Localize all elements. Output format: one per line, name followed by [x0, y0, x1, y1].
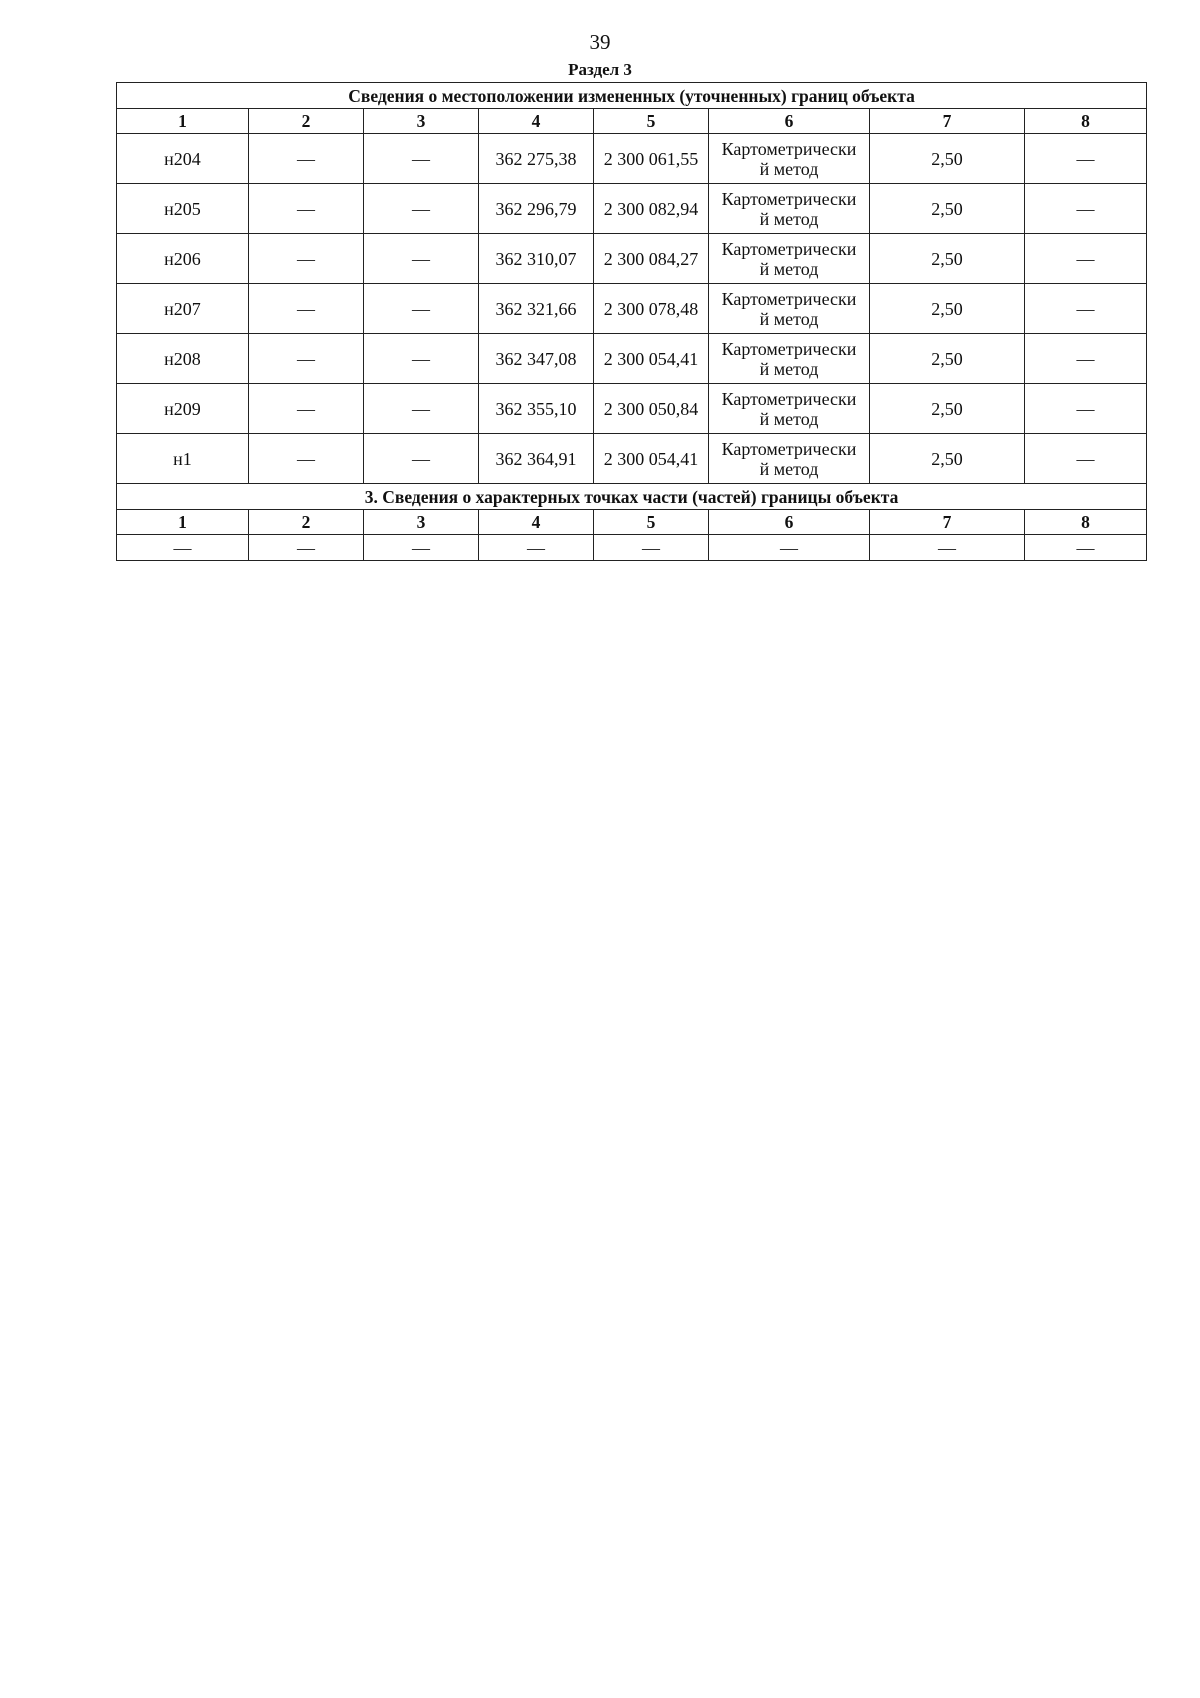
y-coordinate-cell: 2 300 078,48 — [594, 284, 709, 334]
dash-cell: — — [249, 334, 364, 384]
dash-cell: — — [1025, 384, 1147, 434]
dash-cell: — — [117, 535, 249, 561]
x-coordinate-cell: 362 310,07 — [479, 234, 594, 284]
column-header: 6 — [709, 510, 870, 535]
dash-cell: — — [364, 284, 479, 334]
table-row — [117, 184, 1147, 234]
dash-cell: — — [249, 284, 364, 334]
column-header: 4 — [479, 510, 594, 535]
point-id-cell: н205 — [117, 184, 249, 234]
table-row — [117, 334, 1147, 384]
page-number: 39 — [589, 30, 611, 54]
table-row — [117, 535, 1147, 561]
boundary-table — [116, 82, 1147, 561]
dash-cell: — — [1025, 184, 1147, 234]
method-line: й метод — [759, 358, 819, 379]
point-id-cell: н1 — [117, 434, 249, 484]
dash-cell: — — [364, 234, 479, 284]
method-line: й метод — [759, 308, 819, 329]
dash-cell: — — [870, 535, 1025, 561]
accuracy-cell: 2,50 — [870, 434, 1025, 484]
method-line: й метод — [759, 208, 819, 229]
x-coordinate-cell: 362 296,79 — [479, 184, 594, 234]
method-line: й метод — [759, 158, 819, 179]
table2-title: 3. Сведения о характерных точках части (частей) границы объекта — [117, 484, 1147, 510]
accuracy-cell: 2,50 — [870, 384, 1025, 434]
x-coordinate-cell: 362 355,10 — [479, 384, 594, 434]
column-header: 3 — [364, 109, 479, 134]
column-header: 5 — [594, 109, 709, 134]
method-cell — [709, 334, 870, 384]
accuracy-cell: 2,50 — [870, 234, 1025, 284]
dash-cell: — — [1025, 134, 1147, 184]
table-row — [117, 134, 1147, 184]
method-line: й метод — [759, 408, 819, 429]
dash-cell: — — [364, 384, 479, 434]
table-row — [117, 434, 1147, 484]
table1-title: Сведения о местоположении измененных (уточненных) границ объекта — [117, 83, 1147, 109]
dash-cell: — — [364, 184, 479, 234]
x-coordinate-cell: 362 364,91 — [479, 434, 594, 484]
y-coordinate-cell: 2 300 054,41 — [594, 334, 709, 384]
column-header: 3 — [364, 510, 479, 535]
x-coordinate-cell: 362 321,66 — [479, 284, 594, 334]
dash-cell: — — [1025, 284, 1147, 334]
dash-cell: — — [1025, 535, 1147, 561]
dash-cell: — — [249, 535, 364, 561]
table1-header-row — [117, 109, 1147, 134]
point-id-cell: н204 — [117, 134, 249, 184]
dash-cell: — — [1025, 234, 1147, 284]
y-coordinate-cell: 2 300 082,94 — [594, 184, 709, 234]
dash-cell: — — [364, 334, 479, 384]
method-cell — [709, 184, 870, 234]
point-id-cell: н208 — [117, 334, 249, 384]
column-header: 5 — [594, 510, 709, 535]
point-id-cell: н206 — [117, 234, 249, 284]
column-header: 1 — [117, 109, 249, 134]
table-row — [117, 234, 1147, 284]
table1-title-row — [117, 83, 1147, 109]
y-coordinate-cell: 2 300 084,27 — [594, 234, 709, 284]
column-header: 8 — [1025, 510, 1147, 535]
method-cell — [709, 434, 870, 484]
x-coordinate-cell: 362 347,08 — [479, 334, 594, 384]
column-header: 7 — [870, 109, 1025, 134]
column-header: 1 — [117, 510, 249, 535]
method-cell — [709, 384, 870, 434]
column-header: 6 — [709, 109, 870, 134]
dash-cell: — — [479, 535, 594, 561]
dash-cell: — — [709, 535, 870, 561]
method-cell — [709, 234, 870, 284]
accuracy-cell: 2,50 — [870, 284, 1025, 334]
column-header: 2 — [249, 510, 364, 535]
table2-header-row — [117, 510, 1147, 535]
x-coordinate-cell: 362 275,38 — [479, 134, 594, 184]
column-header: 2 — [249, 109, 364, 134]
dash-cell: — — [249, 134, 364, 184]
column-header: 8 — [1025, 109, 1147, 134]
method-cell — [709, 134, 870, 184]
accuracy-cell: 2,50 — [870, 184, 1025, 234]
method-line: Картометрически — [721, 238, 857, 259]
column-header: 7 — [870, 510, 1025, 535]
dash-cell: — — [364, 134, 479, 184]
y-coordinate-cell: 2 300 061,55 — [594, 134, 709, 184]
method-line: Картометрически — [721, 188, 857, 209]
dash-cell: — — [249, 434, 364, 484]
dash-cell: — — [1025, 434, 1147, 484]
section-label: Раздел 3 — [568, 60, 632, 79]
point-id-cell: н207 — [117, 284, 249, 334]
dash-cell: — — [249, 184, 364, 234]
dash-cell: — — [594, 535, 709, 561]
accuracy-cell: 2,50 — [870, 334, 1025, 384]
method-line: й метод — [759, 258, 819, 279]
table2-title-row — [117, 484, 1147, 510]
accuracy-cell: 2,50 — [870, 134, 1025, 184]
dash-cell: — — [364, 535, 479, 561]
dash-cell: — — [1025, 334, 1147, 384]
y-coordinate-cell: 2 300 050,84 — [594, 384, 709, 434]
method-line: Картометрически — [721, 388, 857, 409]
y-coordinate-cell: 2 300 054,41 — [594, 434, 709, 484]
dash-cell: — — [249, 384, 364, 434]
method-line: Картометрически — [721, 138, 857, 159]
dash-cell: — — [364, 434, 479, 484]
method-line: Картометрически — [721, 438, 857, 459]
table-row — [117, 384, 1147, 434]
method-cell — [709, 284, 870, 334]
column-header: 4 — [479, 109, 594, 134]
method-line: Картометрически — [721, 288, 857, 309]
point-id-cell: н209 — [117, 384, 249, 434]
table-row — [117, 284, 1147, 334]
method-line: й метод — [759, 458, 819, 479]
dash-cell: — — [249, 234, 364, 284]
method-line: Картометрически — [721, 338, 857, 359]
